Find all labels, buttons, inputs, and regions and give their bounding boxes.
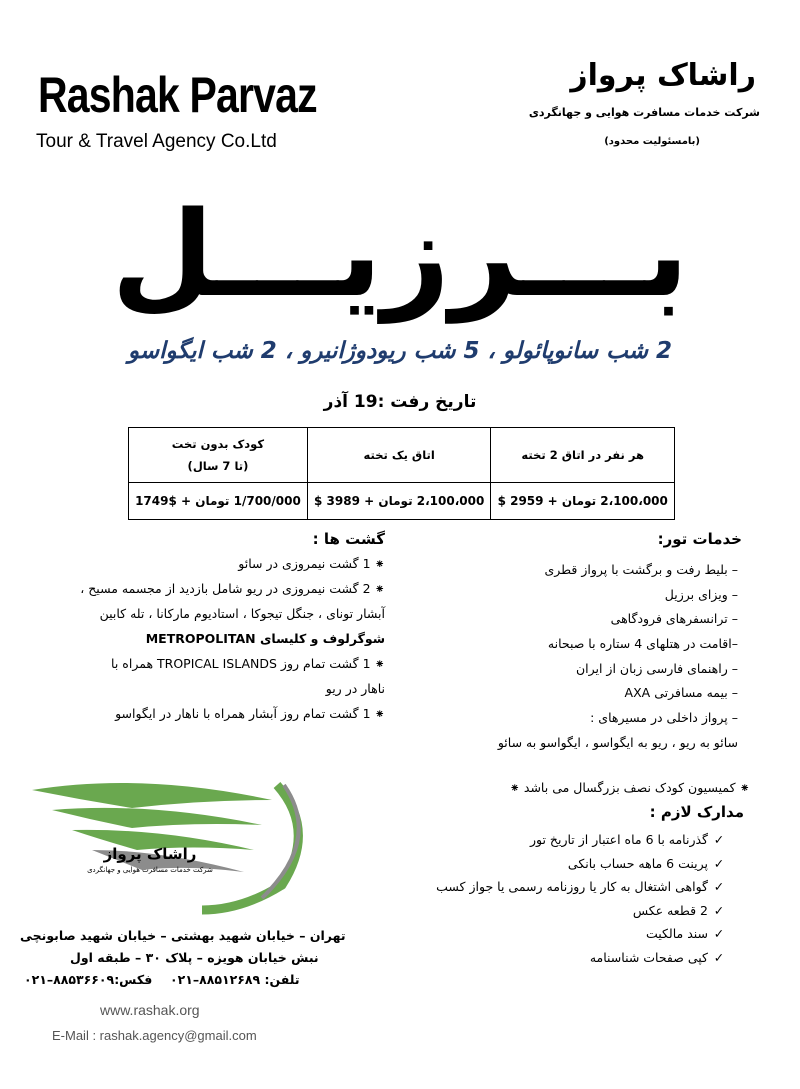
document-item: [350, 875, 730, 899]
brand-tagline-english: Tour & Travel Agency Co.Ltd: [36, 131, 277, 152]
address-line-2: نبش خیابان هویزه – پلاک ۳۰ – طبقه اول: [70, 950, 319, 965]
address-line-1: تهران – خیابان شهید بهشتی – خیابان شهید صابونچی: [20, 928, 346, 943]
commission-note: ⁕ کمیسیون کودک نصف بزرگسال می باشد ⁕: [509, 780, 750, 795]
logo-tagline: شرکت خدمات مسافرت هوایی و جهانگردی: [87, 866, 213, 874]
check-icon: ✓: [713, 949, 725, 965]
tour-item: ⁕ 1 گشت تمام روز آبشار همراه با ناهار در ایگواسو: [115, 706, 385, 721]
services-title: خدمات تور:: [657, 530, 742, 548]
itinerary-subtitle: 2 شب سانوپائولو ، 5 شب ریودوژانیرو ، 2 شب ایگواسو: [128, 338, 672, 364]
document-label: گذرنامه با 6 ماه اعتبار از تاریخ تور: [529, 832, 708, 847]
documents-title: مدارک لازم :: [649, 803, 744, 821]
document-item: [350, 828, 730, 852]
document-label: سند مالکیت: [645, 926, 708, 941]
phone-number: تلفن: ۸۸۵۱۲۶۸۹–۰۲۱: [170, 972, 300, 987]
tour-item: ⁕ 1 گشت تمام روز TROPICAL ISLANDS همراه با: [111, 656, 385, 671]
document-item: [350, 922, 730, 946]
document-item: [350, 946, 730, 970]
tour-item: آبشار تونای ، جنگل تیجوکا ، استادیوم مارکانا ، تله کابین: [99, 606, 385, 621]
check-icon: ✓: [713, 832, 725, 847]
child-column-header: [129, 428, 308, 483]
destination-title: بـــرزیـــل: [111, 185, 689, 323]
document-label: گواهی اشتغال به کار یا روزنامه رسمی یا جواز کسب: [436, 879, 708, 894]
child-header-label: کودک بدون تخت: [171, 437, 265, 451]
fax-number: فکس:۸۸۵۳۶۶۰۹–۰۲۱: [24, 972, 153, 987]
check-icon: ✓: [713, 926, 725, 941]
email-address[interactable]: E-Mail : rashak.agency@gmail.com: [52, 1028, 257, 1043]
document-label: 2 قطعه عکس: [632, 902, 708, 918]
document-label: کپی صفحات شناسنامه: [589, 949, 708, 965]
service-item: سائو به ریو ، ریو به ایگواسو ، ایگواسو به سائو: [497, 735, 738, 750]
tour-item: ⁕ 2 گشت نیمروزی در ریو شامل بازدید از مجسمه مسیح ،: [80, 581, 385, 596]
logo-wing-stroke: [52, 808, 262, 828]
tour-item: ⁕ 1 گشت نیمروزی در سائو: [238, 556, 385, 571]
brand-liability-note: (بامسئولیت محدود): [604, 136, 700, 147]
document-item: [350, 899, 730, 923]
child-price: 1/700/000 تومان + $1749: [129, 483, 308, 520]
website-link[interactable]: www.rashak.org: [100, 1002, 200, 1018]
departure-date: تاریخ رفت :19 آذر: [323, 392, 477, 412]
price-table: [128, 427, 675, 520]
documents-list: [350, 828, 730, 969]
document-item: [350, 852, 730, 876]
child-header-age: (تا 7 سال): [187, 459, 249, 473]
check-icon: ✓: [713, 879, 725, 894]
single-room-header: اتاق یک تخته: [307, 428, 491, 483]
tours-title: گشت ها :: [312, 530, 385, 548]
service-item: – بلیط رفت و برگشت با پرواز قطری: [544, 562, 738, 577]
logo-name: راشاک پرواز: [103, 845, 197, 863]
brand-name-english: Rashak Parvaz: [38, 67, 317, 123]
tour-item: ناهار در ریو: [325, 681, 385, 696]
double-room-price: 2،100،000 تومان + 2959 $: [491, 483, 675, 520]
check-icon: ✓: [713, 902, 725, 918]
service-item: – ترانسفرهای فرودگاهی: [610, 611, 738, 626]
tour-item: شوگرلوف و کلیسای METROPOLITAN: [145, 631, 385, 646]
logo-wing-stroke: [32, 783, 272, 808]
service-item: – پرواز داخلی در مسیرهای :: [590, 710, 738, 725]
service-item: –اقامت در هتلهای 4 ستاره با صبحانه: [547, 636, 738, 651]
service-item: – بیمه مسافرتی AXA: [624, 685, 738, 700]
brand-tagline-persian: شرکت خدمات مسافرت هوایی و جهانگردی: [528, 106, 760, 119]
double-room-header: هر نفر در اتاق 2 تخته: [491, 428, 675, 483]
document-label: پرینت 6 ماهه حساب بانکی: [567, 855, 708, 871]
single-room-price: 2،100،000 تومان + 3989 $: [307, 483, 491, 520]
brand-name-persian: راشاک پرواز: [570, 58, 756, 93]
service-item: – ویزای برزیل: [664, 587, 738, 602]
service-item: – راهنمای فارسی زبان از ایران: [575, 661, 738, 676]
check-icon: ✓: [713, 855, 725, 871]
